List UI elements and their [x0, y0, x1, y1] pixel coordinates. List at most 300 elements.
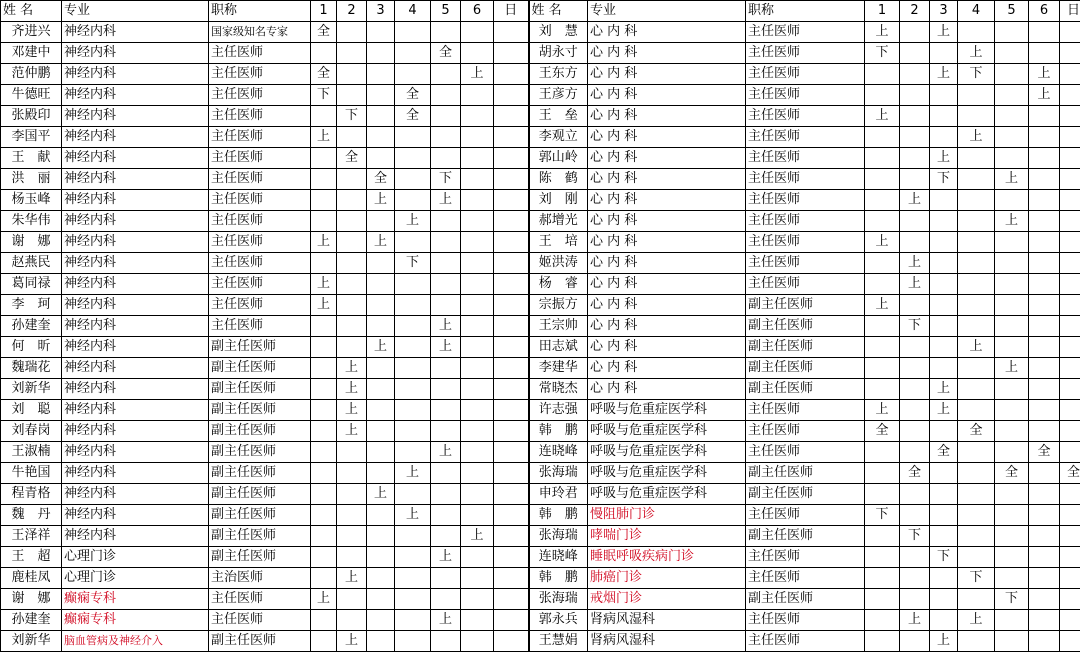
left-day-3-cell: 上: [367, 232, 395, 253]
right-day-4-cell: [958, 148, 995, 169]
left-doctor-name-cell: 牛德旺: [1, 85, 62, 106]
right-title-cell: 副主任医师: [746, 316, 865, 337]
right-day-5-cell: [995, 421, 1029, 442]
right-day-sun-cell: [1060, 358, 1080, 379]
right-doctor-name-cell: 张海瑞: [529, 589, 588, 610]
right-day-3-cell: [930, 589, 958, 610]
left-day-1-cell: [311, 211, 337, 232]
left-day-1-cell: [311, 631, 337, 652]
left-day-sun-cell: [494, 253, 529, 274]
right-title-cell: 主任医师: [746, 169, 865, 190]
left-day-4-cell: [395, 526, 431, 547]
right-day-2-cell: 下: [900, 316, 930, 337]
left-day-4-cell: [395, 400, 431, 421]
table-row: [1, 295, 1080, 316]
left-day-1-cell: [311, 442, 337, 463]
left-day-5-cell: [431, 589, 461, 610]
left-doctor-name-cell: 刘春岗: [1, 421, 62, 442]
left-day-4-cell: [395, 610, 431, 631]
left-day-5-cell: [431, 232, 461, 253]
left-day-4-cell: [395, 379, 431, 400]
right-day-6-cell: [1029, 43, 1060, 64]
right-day-4-cell: [958, 85, 995, 106]
left-day-4-cell: [395, 295, 431, 316]
left-day-sun-cell: [494, 274, 529, 295]
left-day-2-cell: [337, 169, 367, 190]
right-day-sun-cell: [1060, 274, 1080, 295]
right-doctor-name-cell: 申玲君: [529, 484, 588, 505]
right-doctor-name-cell: 胡永寸: [529, 43, 588, 64]
left-day-sun-cell: [494, 442, 529, 463]
left-header-title: 职称: [209, 1, 311, 22]
left-specialty-cell: 神经内科: [62, 337, 209, 358]
right-day-2-cell: 上: [900, 190, 930, 211]
left-day-2-cell: [337, 190, 367, 211]
right-day-5-cell: [995, 379, 1029, 400]
left-day-1-cell: [311, 253, 337, 274]
table-row: [1, 190, 1080, 211]
left-day-4-cell: [395, 568, 431, 589]
left-day-3-cell: [367, 358, 395, 379]
table-row: [1, 253, 1080, 274]
right-specialty-cell: 心 内 科: [588, 127, 746, 148]
right-day-2-cell: [900, 631, 930, 652]
left-day-2-cell: 上: [337, 379, 367, 400]
left-day-5-cell: 上: [431, 190, 461, 211]
right-day-4-cell: [958, 274, 995, 295]
left-day-3-cell: [367, 547, 395, 568]
right-day-1-cell: [865, 85, 900, 106]
left-header-day-sun: 日: [494, 1, 529, 22]
right-day-6-cell: [1029, 274, 1060, 295]
left-day-4-cell: [395, 631, 431, 652]
right-day-2-cell: 下: [900, 526, 930, 547]
left-day-3-cell: [367, 421, 395, 442]
right-day-2-cell: [900, 85, 930, 106]
right-day-2-cell: [900, 337, 930, 358]
left-day-5-cell: [431, 379, 461, 400]
left-title-cell: 主任医师: [209, 274, 311, 295]
right-day-1-cell: [865, 526, 900, 547]
right-day-1-cell: [865, 316, 900, 337]
right-doctor-name-cell: 许志强: [529, 400, 588, 421]
left-day-6-cell: 上: [461, 526, 494, 547]
left-day-1-cell: [311, 484, 337, 505]
right-day-6-cell: [1029, 463, 1060, 484]
left-header-day-4: 4: [395, 1, 431, 22]
right-day-1-cell: [865, 190, 900, 211]
left-day-sun-cell: [494, 43, 529, 64]
right-title-cell: 主任医师: [746, 127, 865, 148]
left-day-sun-cell: [494, 127, 529, 148]
left-day-6-cell: [461, 421, 494, 442]
left-title-cell: 副主任医师: [209, 547, 311, 568]
right-doctor-name-cell: 王 培: [529, 232, 588, 253]
left-day-sun-cell: [494, 589, 529, 610]
left-day-2-cell: 上: [337, 421, 367, 442]
right-day-sun-cell: [1060, 421, 1080, 442]
right-header-day-2: 2: [900, 1, 930, 22]
left-title-cell: 主任医师: [209, 43, 311, 64]
right-day-sun-cell: [1060, 22, 1080, 43]
left-day-sun-cell: [494, 568, 529, 589]
right-day-6-cell: [1029, 400, 1060, 421]
right-day-sun-cell: [1060, 64, 1080, 85]
right-header-title: 职称: [746, 1, 865, 22]
left-day-sun-cell: [494, 463, 529, 484]
right-day-sun-cell: [1060, 232, 1080, 253]
right-day-4-cell: [958, 400, 995, 421]
left-day-1-cell: [311, 379, 337, 400]
left-day-sun-cell: [494, 169, 529, 190]
left-day-5-cell: [431, 568, 461, 589]
left-day-3-cell: [367, 505, 395, 526]
right-day-3-cell: 上: [930, 64, 958, 85]
left-day-1-cell: [311, 547, 337, 568]
right-day-1-cell: [865, 64, 900, 85]
left-doctor-name-cell: 张殿印: [1, 106, 62, 127]
left-day-1-cell: [311, 43, 337, 64]
right-day-sun-cell: [1060, 505, 1080, 526]
right-specialty-cell: 心 内 科: [588, 316, 746, 337]
left-title-cell: 主任医师: [209, 610, 311, 631]
right-day-1-cell: [865, 169, 900, 190]
table-row: [1, 631, 1080, 652]
left-day-6-cell: [461, 85, 494, 106]
left-day-2-cell: [337, 505, 367, 526]
table-body: [1, 22, 1080, 652]
left-doctor-name-cell: 鹿桂凤: [1, 568, 62, 589]
left-day-5-cell: [431, 148, 461, 169]
left-doctor-name-cell: 程青格: [1, 484, 62, 505]
right-day-5-cell: 上: [995, 211, 1029, 232]
left-day-5-cell: [431, 64, 461, 85]
left-day-1-cell: 全: [311, 22, 337, 43]
left-title-cell: 主任医师: [209, 127, 311, 148]
right-day-1-cell: [865, 379, 900, 400]
left-title-cell: 副主任医师: [209, 631, 311, 652]
right-day-6-cell: [1029, 232, 1060, 253]
right-day-2-cell: 上: [900, 274, 930, 295]
left-specialty-cell: 神经内科: [62, 253, 209, 274]
left-specialty-cell: 癫痫专科: [62, 589, 209, 610]
right-title-cell: 主任医师: [746, 22, 865, 43]
right-day-2-cell: [900, 568, 930, 589]
left-doctor-name-cell: 王淑楠: [1, 442, 62, 463]
right-header-day-6: 6: [1029, 1, 1060, 22]
left-day-4-cell: [395, 337, 431, 358]
right-day-sun-cell: [1060, 337, 1080, 358]
right-day-sun-cell: [1060, 610, 1080, 631]
table-row: [1, 22, 1080, 43]
left-doctor-name-cell: 孙建奎: [1, 610, 62, 631]
right-day-1-cell: 上: [865, 400, 900, 421]
left-day-1-cell: [311, 400, 337, 421]
right-day-4-cell: 全: [958, 421, 995, 442]
right-specialty-cell: 呼吸与危重症医学科: [588, 484, 746, 505]
left-day-2-cell: [337, 127, 367, 148]
left-day-6-cell: [461, 631, 494, 652]
right-day-5-cell: [995, 568, 1029, 589]
right-day-3-cell: [930, 316, 958, 337]
right-day-6-cell: [1029, 631, 1060, 652]
left-title-cell: 副主任医师: [209, 484, 311, 505]
right-doctor-name-cell: 郭山岭: [529, 148, 588, 169]
left-day-sun-cell: [494, 85, 529, 106]
left-specialty-cell: 神经内科: [62, 127, 209, 148]
left-day-1-cell: 上: [311, 295, 337, 316]
right-day-3-cell: 下: [930, 547, 958, 568]
left-day-3-cell: 上: [367, 337, 395, 358]
left-day-1-cell: [311, 505, 337, 526]
right-day-3-cell: [930, 127, 958, 148]
right-day-2-cell: [900, 295, 930, 316]
left-day-1-cell: 上: [311, 127, 337, 148]
right-day-6-cell: [1029, 484, 1060, 505]
left-specialty-cell: 神经内科: [62, 421, 209, 442]
left-day-2-cell: [337, 211, 367, 232]
right-day-4-cell: [958, 169, 995, 190]
left-day-5-cell: [431, 253, 461, 274]
left-day-5-cell: [431, 631, 461, 652]
left-day-sun-cell: [494, 358, 529, 379]
right-title-cell: 主任医师: [746, 505, 865, 526]
left-day-sun-cell: [494, 484, 529, 505]
left-day-4-cell: [395, 358, 431, 379]
left-specialty-cell: 癫痫专科: [62, 610, 209, 631]
left-header-day-3: 3: [367, 1, 395, 22]
left-title-cell: 主任医师: [209, 253, 311, 274]
right-specialty-cell: 哮喘门诊: [588, 526, 746, 547]
left-title-cell: 副主任医师: [209, 421, 311, 442]
right-specialty-cell: 慢阻肺门诊: [588, 505, 746, 526]
left-day-1-cell: [311, 316, 337, 337]
left-day-5-cell: [431, 85, 461, 106]
right-day-sun-cell: [1060, 589, 1080, 610]
right-day-3-cell: [930, 484, 958, 505]
left-day-1-cell: [311, 169, 337, 190]
right-title-cell: 主任医师: [746, 442, 865, 463]
right-day-2-cell: [900, 148, 930, 169]
right-day-6-cell: 全: [1029, 442, 1060, 463]
left-day-sun-cell: [494, 22, 529, 43]
left-day-6-cell: [461, 232, 494, 253]
right-day-3-cell: 上: [930, 400, 958, 421]
right-specialty-cell: 心 内 科: [588, 22, 746, 43]
left-day-6-cell: [461, 484, 494, 505]
right-day-5-cell: [995, 274, 1029, 295]
left-day-4-cell: 下: [395, 253, 431, 274]
left-doctor-name-cell: 杨玉峰: [1, 190, 62, 211]
right-day-2-cell: [900, 442, 930, 463]
right-day-4-cell: [958, 190, 995, 211]
left-day-5-cell: [431, 22, 461, 43]
right-title-cell: 主任医师: [746, 190, 865, 211]
right-specialty-cell: 戒烟门诊: [588, 589, 746, 610]
left-specialty-cell: 神经内科: [62, 274, 209, 295]
left-doctor-name-cell: 何 昕: [1, 337, 62, 358]
right-day-6-cell: [1029, 526, 1060, 547]
right-day-6-cell: [1029, 505, 1060, 526]
right-specialty-cell: 心 内 科: [588, 190, 746, 211]
right-day-sun-cell: [1060, 442, 1080, 463]
right-day-6-cell: [1029, 547, 1060, 568]
left-specialty-cell: 神经内科: [62, 442, 209, 463]
right-day-sun-cell: [1060, 379, 1080, 400]
table-row: [1, 169, 1080, 190]
right-day-5-cell: [995, 547, 1029, 568]
left-day-5-cell: [431, 484, 461, 505]
left-day-3-cell: [367, 106, 395, 127]
right-day-2-cell: [900, 547, 930, 568]
right-day-1-cell: [865, 337, 900, 358]
right-day-1-cell: 下: [865, 505, 900, 526]
right-day-sun-cell: [1060, 169, 1080, 190]
left-day-6-cell: [461, 43, 494, 64]
right-day-6-cell: [1029, 169, 1060, 190]
right-day-2-cell: [900, 484, 930, 505]
left-day-4-cell: [395, 127, 431, 148]
left-day-3-cell: [367, 526, 395, 547]
left-day-6-cell: [461, 337, 494, 358]
right-day-4-cell: [958, 379, 995, 400]
left-day-3-cell: [367, 85, 395, 106]
right-title-cell: 主任医师: [746, 64, 865, 85]
left-day-2-cell: [337, 43, 367, 64]
right-day-1-cell: [865, 127, 900, 148]
right-day-4-cell: [958, 505, 995, 526]
right-day-3-cell: 上: [930, 148, 958, 169]
right-day-6-cell: [1029, 295, 1060, 316]
left-title-cell: 副主任医师: [209, 337, 311, 358]
left-day-5-cell: [431, 295, 461, 316]
left-day-1-cell: [311, 568, 337, 589]
right-day-sun-cell: [1060, 106, 1080, 127]
right-day-5-cell: [995, 526, 1029, 547]
right-day-1-cell: [865, 442, 900, 463]
right-specialty-cell: 心 内 科: [588, 379, 746, 400]
left-doctor-name-cell: 范仲鹏: [1, 64, 62, 85]
right-day-sun-cell: [1060, 253, 1080, 274]
right-day-sun-cell: [1060, 211, 1080, 232]
right-specialty-cell: 心 内 科: [588, 169, 746, 190]
right-specialty-cell: 呼吸与危重症医学科: [588, 463, 746, 484]
right-specialty-cell: 呼吸与危重症医学科: [588, 400, 746, 421]
right-doctor-name-cell: 李观立: [529, 127, 588, 148]
left-title-cell: 副主任医师: [209, 400, 311, 421]
right-day-sun-cell: [1060, 85, 1080, 106]
right-day-2-cell: [900, 505, 930, 526]
left-doctor-name-cell: 魏 丹: [1, 505, 62, 526]
right-day-5-cell: [995, 43, 1029, 64]
left-day-2-cell: 上: [337, 631, 367, 652]
left-day-5-cell: 上: [431, 547, 461, 568]
left-day-4-cell: 全: [395, 106, 431, 127]
right-day-5-cell: 上: [995, 169, 1029, 190]
right-doctor-name-cell: 王彦方: [529, 85, 588, 106]
left-day-2-cell: [337, 85, 367, 106]
left-day-4-cell: [395, 484, 431, 505]
left-title-cell: 主任医师: [209, 169, 311, 190]
right-day-5-cell: [995, 442, 1029, 463]
left-day-3-cell: [367, 127, 395, 148]
table-row: [1, 547, 1080, 568]
left-day-5-cell: 下: [431, 169, 461, 190]
right-day-2-cell: [900, 358, 930, 379]
left-day-5-cell: [431, 127, 461, 148]
left-day-1-cell: 上: [311, 232, 337, 253]
left-specialty-cell: 神经内科: [62, 169, 209, 190]
right-day-5-cell: [995, 85, 1029, 106]
left-day-6-cell: [461, 22, 494, 43]
left-day-4-cell: 上: [395, 463, 431, 484]
left-day-6-cell: [461, 568, 494, 589]
right-day-6-cell: 上: [1029, 64, 1060, 85]
right-day-3-cell: [930, 274, 958, 295]
table-row: [1, 64, 1080, 85]
right-doctor-name-cell: 郭永兵: [529, 610, 588, 631]
right-day-2-cell: [900, 589, 930, 610]
left-doctor-name-cell: 赵燕民: [1, 253, 62, 274]
left-day-4-cell: [395, 43, 431, 64]
right-title-cell: 副主任医师: [746, 337, 865, 358]
left-day-3-cell: [367, 631, 395, 652]
right-day-4-cell: [958, 253, 995, 274]
left-day-sun-cell: [494, 232, 529, 253]
right-title-cell: 主任医师: [746, 43, 865, 64]
left-day-2-cell: [337, 316, 367, 337]
left-day-4-cell: [395, 64, 431, 85]
right-day-2-cell: 上: [900, 610, 930, 631]
right-day-1-cell: 上: [865, 106, 900, 127]
left-day-sun-cell: [494, 64, 529, 85]
right-day-1-cell: [865, 358, 900, 379]
left-title-cell: 主任医师: [209, 64, 311, 85]
right-day-6-cell: [1029, 610, 1060, 631]
table-row: [1, 379, 1080, 400]
left-title-cell: 副主任医师: [209, 463, 311, 484]
right-day-5-cell: [995, 400, 1029, 421]
left-day-3-cell: 全: [367, 169, 395, 190]
right-day-1-cell: [865, 253, 900, 274]
left-day-sun-cell: [494, 547, 529, 568]
left-doctor-name-cell: 刘 聪: [1, 400, 62, 421]
left-doctor-name-cell: 朱华伟: [1, 211, 62, 232]
right-day-sun-cell: [1060, 400, 1080, 421]
left-specialty-cell: 神经内科: [62, 232, 209, 253]
left-day-5-cell: [431, 358, 461, 379]
left-day-2-cell: [337, 526, 367, 547]
left-day-1-cell: [311, 106, 337, 127]
right-day-1-cell: [865, 211, 900, 232]
left-day-3-cell: [367, 316, 395, 337]
right-doctor-name-cell: 连晓峰: [529, 442, 588, 463]
left-day-4-cell: [395, 169, 431, 190]
right-day-5-cell: 下: [995, 589, 1029, 610]
left-specialty-cell: 脑血管病及神经介入: [62, 631, 209, 652]
left-day-3-cell: [367, 379, 395, 400]
left-day-6-cell: [461, 379, 494, 400]
left-day-sun-cell: [494, 337, 529, 358]
right-title-cell: 主任医师: [746, 211, 865, 232]
right-day-6-cell: [1029, 358, 1060, 379]
right-doctor-name-cell: 宗振方: [529, 295, 588, 316]
right-day-4-cell: [958, 547, 995, 568]
left-day-2-cell: [337, 274, 367, 295]
table-row: [1, 274, 1080, 295]
left-header-name: 姓 名: [1, 1, 62, 22]
right-day-5-cell: [995, 253, 1029, 274]
